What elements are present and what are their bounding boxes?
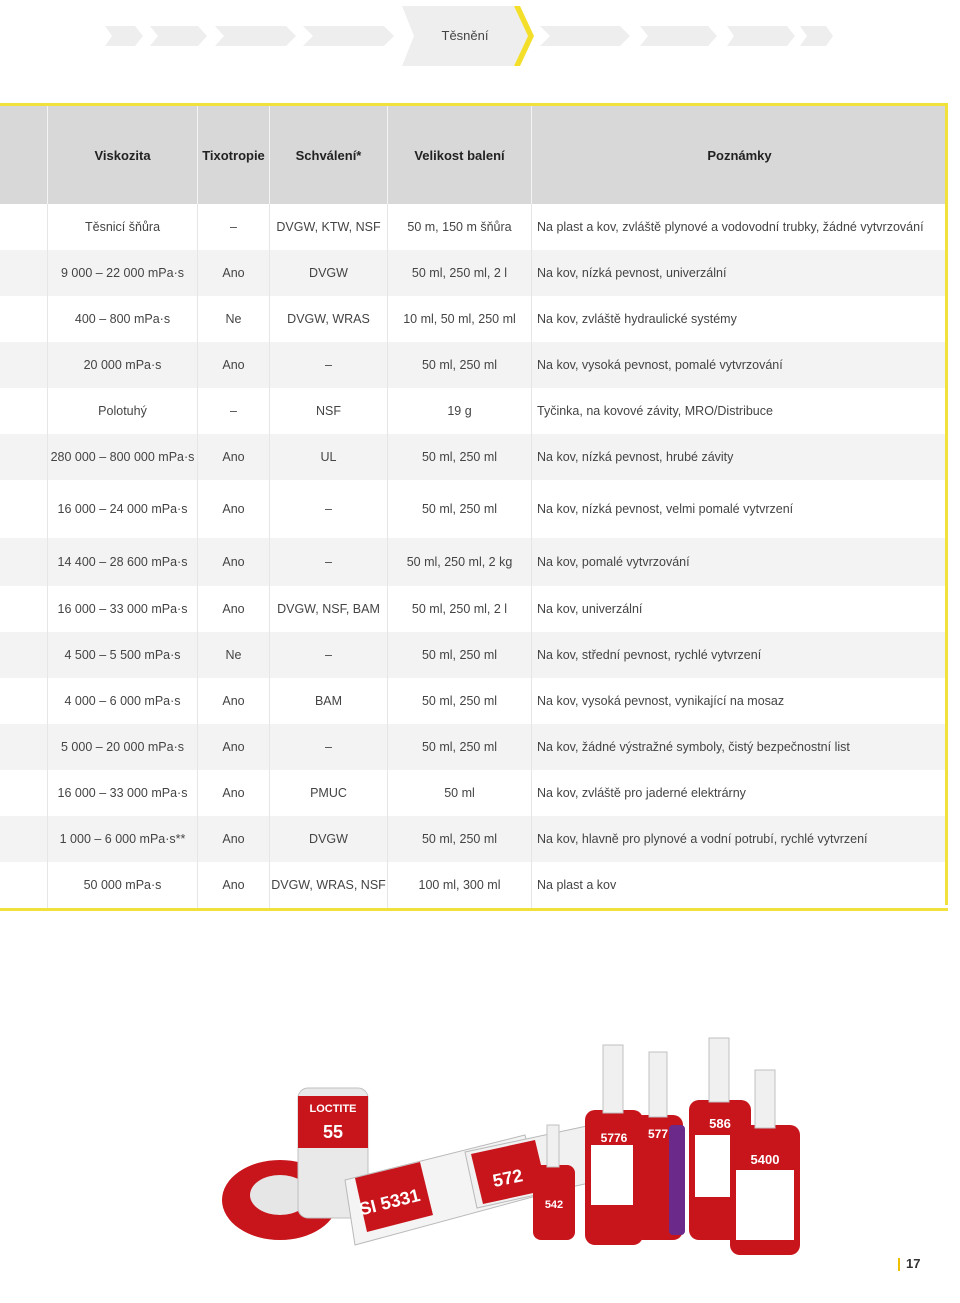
cell-viskozita: 14 400 – 28 600 mPa·s: [48, 538, 198, 586]
table-row: [0, 342, 948, 388]
cell-poznamky: Na kov, nízká pevnost, velmi pomalé vytvrzení: [537, 502, 794, 516]
table-row: [0, 250, 948, 296]
table-row: [0, 480, 948, 538]
cell-poznamky: Na kov, nízká pevnost, univerzální: [537, 266, 727, 280]
cell-velikost-baleni: 50 ml, 250 ml: [388, 480, 532, 538]
header-spacer: [0, 106, 48, 204]
table-row: [0, 586, 948, 632]
header-schvaleni: Schválení*: [270, 106, 388, 204]
row-spacer: [0, 480, 48, 538]
table-right-accent: [945, 103, 948, 905]
cell-viskozita: 1 000 – 6 000 mPa·s**: [48, 816, 198, 862]
cell-tixotropie: –: [198, 388, 270, 434]
table-header: [0, 103, 948, 204]
cell-poznamky: Na kov, zvláště hydraulické systémy: [537, 312, 737, 326]
cell-velikost-baleni: 50 ml, 250 ml: [388, 434, 532, 480]
table-body: [0, 204, 948, 908]
jar-brand: LOCTITE: [309, 1103, 357, 1115]
row-spacer: [0, 724, 48, 770]
cell-tixotropie: Ano: [198, 862, 270, 908]
cell-poznamky: Na kov, zvláště pro jaderné elektrárny: [537, 786, 746, 800]
cell-schvaleni: NSF: [270, 388, 388, 434]
cell-viskozita: 16 000 – 33 000 mPa·s: [48, 586, 198, 632]
cell-poznamky: Na kov, vysoká pevnost, vynikající na mosaz: [537, 694, 785, 708]
cell-schvaleni: UL: [270, 434, 388, 480]
product-table: [0, 103, 948, 911]
stick-icon: [669, 1125, 685, 1235]
bottle-542-number: 542: [544, 1199, 564, 1211]
cell-schvaleni: –: [270, 632, 388, 678]
cell-tixotropie: Ne: [198, 296, 270, 342]
cell-viskozita: 4 000 – 6 000 mPa·s: [48, 678, 198, 724]
cell-tixotropie: Ano: [198, 770, 270, 816]
cell-schvaleni: DVGW: [270, 250, 388, 296]
table-row: [0, 632, 948, 678]
cell-velikost-baleni: 50 m, 150 m šňůra: [388, 204, 532, 250]
row-spacer: [0, 862, 48, 908]
cell-velikost-baleni: 50 ml, 250 ml: [388, 632, 532, 678]
cell-poznamky: Na plast a kov, zvláště plynové a vodovodní trubky, žádné vytvrzování: [537, 220, 924, 234]
cartridge-number: 572: [490, 1165, 525, 1192]
table-row: [0, 388, 948, 434]
cell-poznamky: Na kov, nízká pevnost, hrubé závity: [537, 450, 734, 464]
cell-tixotropie: Ano: [198, 250, 270, 296]
cell-poznamky: Na kov, pomalé vytvrzování: [537, 555, 690, 569]
table-row: [0, 538, 948, 586]
header-tixotropie: Tixotropie: [198, 106, 270, 204]
cell-schvaleni: –: [270, 342, 388, 388]
page-number: [898, 1256, 920, 1271]
cell-poznamky: Na kov, vysoká pevnost, pomalé vytvrzování: [537, 358, 783, 372]
header-velikost-baleni: Velikost balení: [388, 106, 532, 204]
row-spacer: [0, 342, 48, 388]
cell-velikost-baleni: 50 ml, 250 ml, 2 kg: [388, 538, 532, 586]
cell-schvaleni: DVGW, KTW, NSF: [270, 204, 388, 250]
row-spacer: [0, 632, 48, 678]
row-spacer: [0, 678, 48, 724]
bottle-586-number: 586: [709, 1116, 731, 1131]
cell-schvaleni: –: [270, 480, 388, 538]
cell-schvaleni: DVGW, NSF, BAM: [270, 586, 388, 632]
cell-schvaleni: DVGW, WRAS, NSF: [270, 862, 388, 908]
table-bottom-rule: [0, 908, 948, 911]
cell-viskozita: 4 500 – 5 500 mPa·s: [48, 632, 198, 678]
table-row: [0, 862, 948, 908]
cell-velikost-baleni: 10 ml, 50 ml, 250 ml: [388, 296, 532, 342]
header-poznamky: Poznámky: [532, 106, 948, 204]
row-spacer: [0, 586, 48, 632]
row-spacer: [0, 770, 48, 816]
cell-viskozita: 280 000 – 800 000 mPa·s: [48, 434, 198, 480]
cell-schvaleni: PMUC: [270, 770, 388, 816]
cell-poznamky: Na kov, hlavně pro plynové a vodní potrubí, rychlé vytvrzení: [537, 832, 868, 846]
cell-schvaleni: –: [270, 724, 388, 770]
cell-viskozita: 16 000 – 33 000 mPa·s: [48, 770, 198, 816]
cell-tixotropie: Ano: [198, 538, 270, 586]
cell-velikost-baleni: 50 ml, 250 ml: [388, 816, 532, 862]
row-spacer: [0, 296, 48, 342]
row-spacer: [0, 250, 48, 296]
cell-velikost-baleni: 50 ml, 250 ml, 2 l: [388, 586, 532, 632]
bottle-577-number: 577: [647, 1127, 669, 1141]
cell-velikost-baleni: 100 ml, 300 ml: [388, 862, 532, 908]
cell-viskozita: Těsnicí šňůra: [48, 204, 198, 250]
cell-tixotropie: Ano: [198, 724, 270, 770]
cell-schvaleni: DVGW: [270, 816, 388, 862]
table-row: [0, 678, 948, 724]
cell-tixotropie: Ano: [198, 342, 270, 388]
row-spacer: [0, 538, 48, 586]
cell-velikost-baleni: 50 ml, 250 ml: [388, 724, 532, 770]
cell-schvaleni: –: [270, 538, 388, 586]
cell-velikost-baleni: 50 ml, 250 ml: [388, 678, 532, 724]
cell-velikost-baleni: 50 ml, 250 ml: [388, 342, 532, 388]
cell-viskozita: 400 – 800 mPa·s: [48, 296, 198, 342]
page-number-text: 17: [906, 1256, 921, 1271]
row-spacer: [0, 816, 48, 862]
product-illustration: [195, 940, 835, 1290]
cell-viskozita: 5 000 – 20 000 mPa·s: [48, 724, 198, 770]
table-row: [0, 296, 948, 342]
bottle-5400-number: 5400: [750, 1152, 780, 1167]
cell-tixotropie: Ano: [198, 434, 270, 480]
cell-poznamky: Na kov, žádné výstražné symboly, čistý bezpečnostní list: [537, 740, 850, 754]
cell-tixotropie: Ano: [198, 586, 270, 632]
cell-viskozita: 16 000 – 24 000 mPa·s: [48, 480, 198, 538]
cell-viskozita: Polotuhý: [48, 388, 198, 434]
table-row: [0, 770, 948, 816]
cell-viskozita: 50 000 mPa·s: [48, 862, 198, 908]
cell-tixotropie: Ne: [198, 632, 270, 678]
tube-number: SI 5331: [357, 1184, 423, 1220]
product-photo: [195, 940, 835, 1290]
cell-poznamky: Tyčinka, na kovové závity, MRO/Distribuce: [537, 404, 773, 418]
cell-tixotropie: Ano: [198, 678, 270, 724]
jar-number: 55: [322, 1122, 344, 1142]
cell-viskozita: 9 000 – 22 000 mPa·s: [48, 250, 198, 296]
cell-schvaleni: DVGW, WRAS: [270, 296, 388, 342]
row-spacer: [0, 388, 48, 434]
cell-velikost-baleni: 19 g: [388, 388, 532, 434]
table-row: [0, 204, 948, 250]
cell-poznamky: Na kov, střední pevnost, rychlé vytvrzení: [537, 648, 762, 662]
cell-tixotropie: –: [198, 204, 270, 250]
section-title: Těsnění: [441, 28, 489, 43]
table-row: [0, 724, 948, 770]
table-row: [0, 816, 948, 862]
section-breadcrumb: [0, 0, 960, 80]
cell-tixotropie: Ano: [198, 480, 270, 538]
cell-poznamky: Na plast a kov: [537, 878, 617, 892]
table-row: [0, 434, 948, 480]
row-spacer: [0, 204, 48, 250]
cell-tixotropie: Ano: [198, 816, 270, 862]
cell-poznamky: Na kov, univerzální: [537, 602, 643, 616]
row-spacer: [0, 434, 48, 480]
cell-velikost-baleni: 50 ml: [388, 770, 532, 816]
cell-viskozita: 20 000 mPa·s: [48, 342, 198, 388]
bottle-5776-number: 5776: [600, 1131, 628, 1145]
cell-schvaleni: BAM: [270, 678, 388, 724]
cell-velikost-baleni: 50 ml, 250 ml, 2 l: [388, 250, 532, 296]
page-number-bar: [898, 1258, 900, 1271]
header-viskozita: Viskozita: [48, 106, 198, 204]
